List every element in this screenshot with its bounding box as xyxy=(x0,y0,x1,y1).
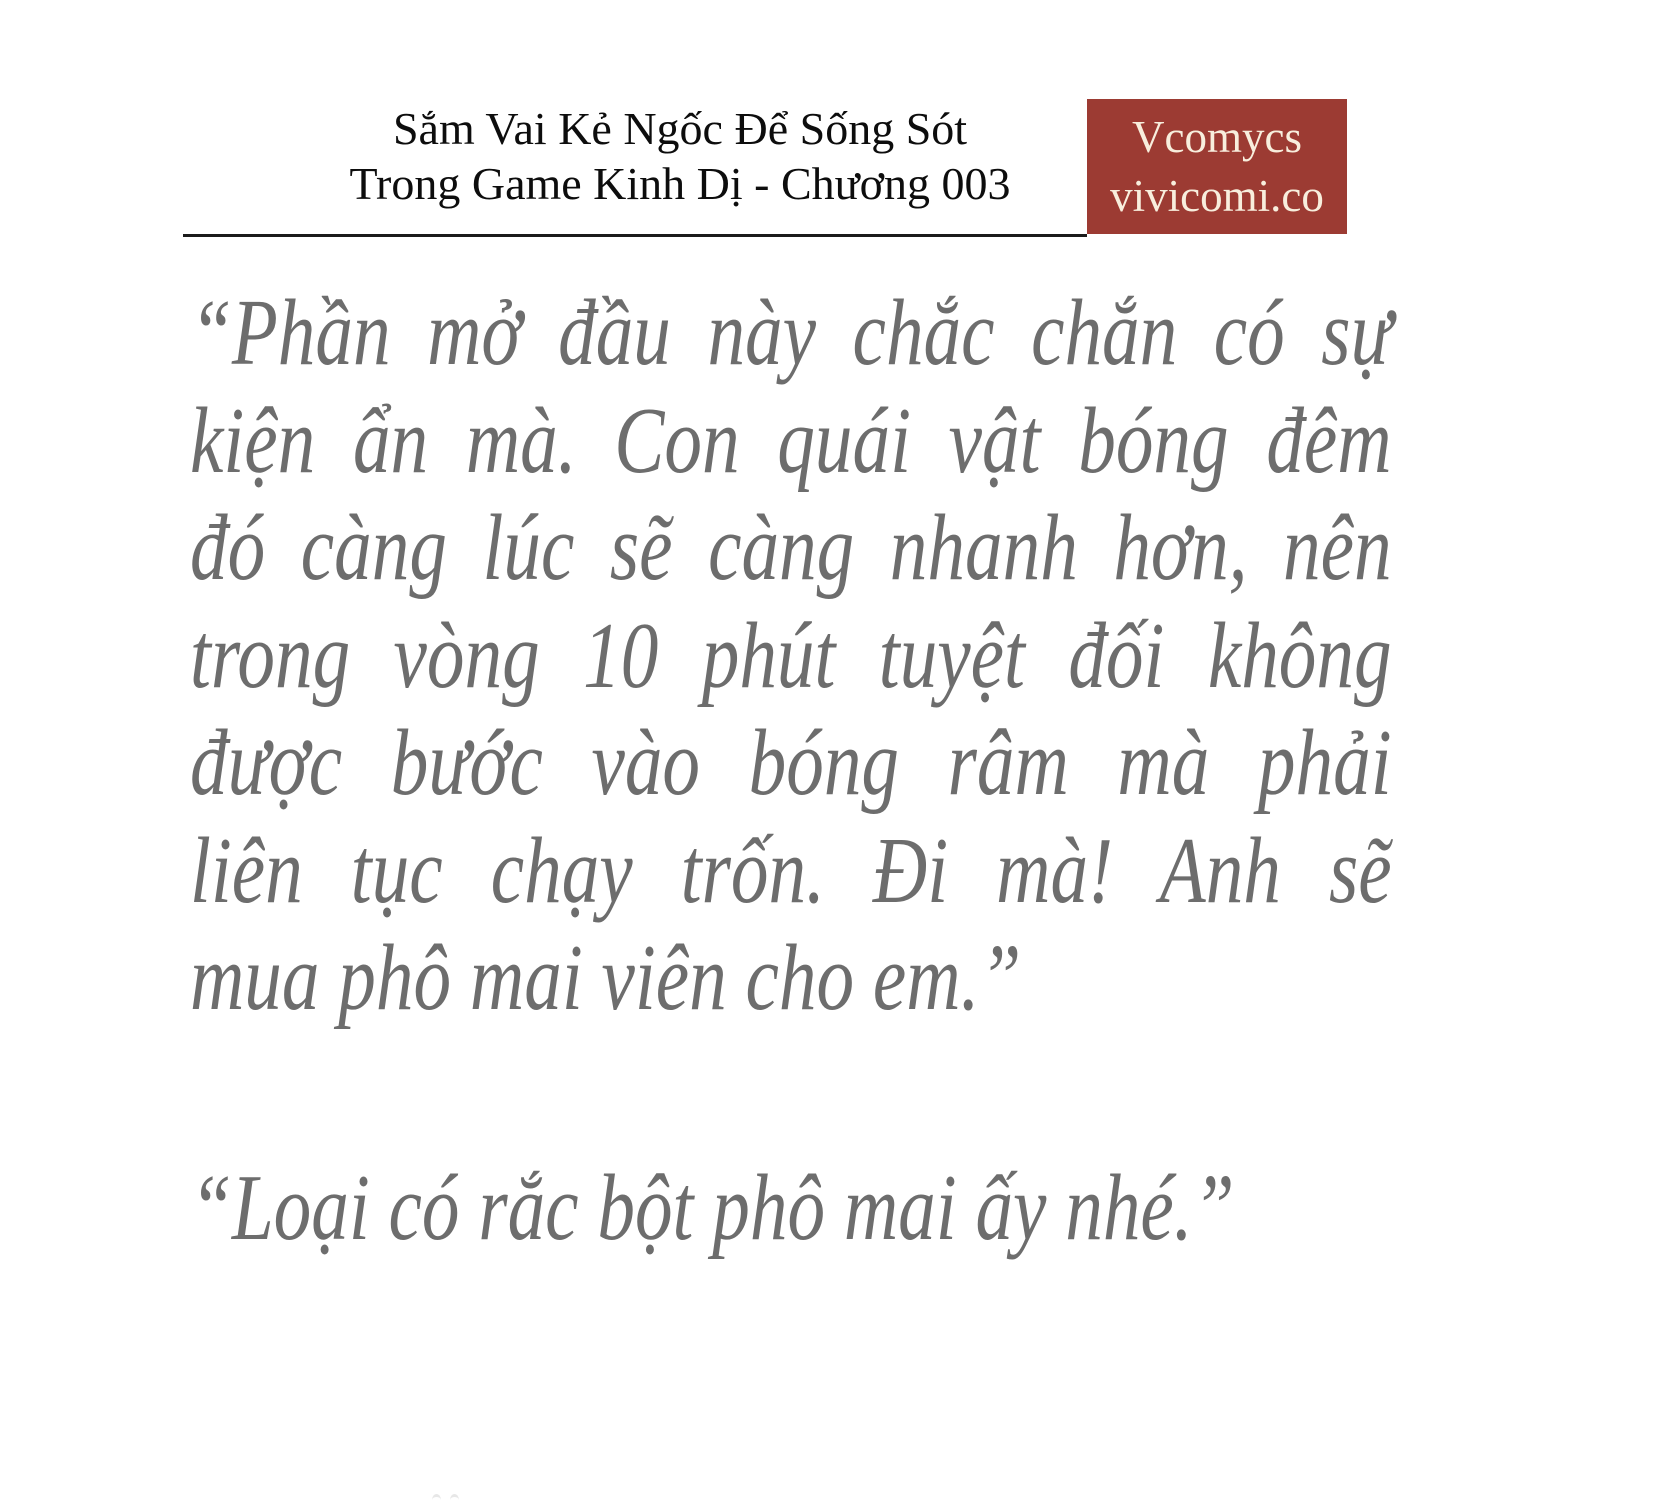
cutoff-text-fragment xyxy=(430,1492,470,1500)
text-line: kiện ẩn mà. Con quái vật bóng đêm xyxy=(190,388,1392,493)
brand-site-url: vivicomi.co xyxy=(1110,171,1324,221)
text-line: được bước vào bóng râm mà phải xyxy=(190,711,1392,815)
page-title-line2: Trong Game Kinh Dị - Chương 003 xyxy=(349,158,1011,209)
header-divider-rule xyxy=(183,234,1087,237)
text-line: trong vòng 10 phút tuyệt đối không xyxy=(190,603,1392,708)
brand-watermark-box xyxy=(1087,99,1347,234)
page-title-line1: Sắm Vai Kẻ Ngốc Để Sống Sót xyxy=(392,103,968,154)
cutoff-accent-mark xyxy=(432,1494,441,1500)
body-text-inner xyxy=(190,280,1392,1262)
text-line: đó càng lúc sẽ càng nhanh hơn, nên xyxy=(190,496,1392,600)
text-line: “Phần mở đầu này chắc chắn có sự xyxy=(190,281,1392,385)
text-line: mua phô mai viên cho em.” xyxy=(190,926,1022,1030)
page-title xyxy=(285,101,1075,211)
text-line: “Loại có rắc bột phô mai ấy nhé.” xyxy=(190,1155,1235,1260)
paragraph-2 xyxy=(190,1155,1392,1263)
body-text xyxy=(190,280,1400,1262)
cutoff-accent-mark xyxy=(450,1494,459,1500)
paragraph-1 xyxy=(190,280,1392,1033)
brand-name: Vcomycs xyxy=(1132,112,1302,162)
text-line: liên tục chạy trốn. Đi mà! Anh sẽ xyxy=(190,818,1392,923)
